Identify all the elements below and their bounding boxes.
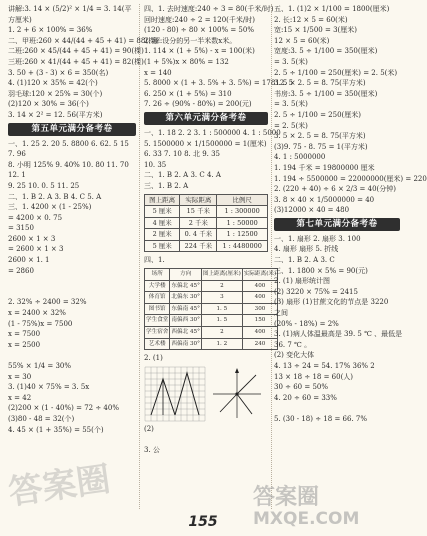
answer-line: 3. 14 × 2² = 12. 56(平方米) bbox=[8, 110, 103, 119]
answer-line: 2600 × 1 × 3 bbox=[8, 234, 56, 243]
answer-line: (1 + 5%)x × 80% = 132 bbox=[144, 57, 229, 66]
answer-line: (3)9. 75 - 8. 75 = 1(平方米) bbox=[274, 142, 368, 151]
col2.table_dir-cell: 西偏南 30° bbox=[170, 338, 201, 350]
answer-line: 二、甲班:260 × 44/(44 + 45 + 41) = 88(棵) bbox=[8, 36, 158, 45]
answer-line: 二、1. B 2. A 3. C 4. A bbox=[144, 171, 221, 180]
col2.table_scale-cell: 1 : 50000 bbox=[217, 217, 268, 229]
answer-line: 36. 7 ℃ 。 bbox=[274, 340, 312, 349]
answer-line: 3. (1)40 × 75% = 3. 5x bbox=[8, 383, 90, 392]
direction-map-figure bbox=[208, 366, 266, 422]
col2.table_dir-cell: 东偏南 45° bbox=[170, 303, 201, 315]
answer-line: 羽毛球:120 × 25% = 30(个) bbox=[8, 89, 103, 98]
answer-line: 一、1. 25 2. 20 5. 8800 6. 62. 5 15 bbox=[8, 139, 129, 148]
answer-line: 6. 33 7. 10 8. 北 9. 35 bbox=[144, 150, 221, 159]
answer-line: x = 42 bbox=[8, 393, 32, 402]
answer-line: 2. 解:设分的另一半米数x米。 bbox=[144, 36, 237, 45]
answer-line: 5. (30 - 18) ÷ 18 = 66. 7% bbox=[274, 414, 367, 423]
svg-text:MXQE.COM: MXQE.COM bbox=[253, 509, 360, 529]
answer-line: 三、1. B 2. A bbox=[144, 181, 189, 190]
col2.table_scale-row bbox=[145, 240, 268, 252]
answer-line: 4. 1 : 5000000 bbox=[274, 153, 326, 162]
answer-line: 3. 5 × 2. 5 = 8. 75(平方米) bbox=[274, 132, 366, 141]
col2.table_dir-row bbox=[145, 303, 278, 315]
answer-line: = 2860 bbox=[8, 266, 34, 275]
answer-line: 12. 1 bbox=[8, 171, 26, 180]
col2.table_scale-cell: 5 厘米 bbox=[145, 240, 180, 252]
answer-line: 二班:260 × 45/(44 + 45 + 41) = 90(棵) bbox=[8, 47, 144, 56]
answer-line: 2. 5 ÷ 1/100 = 250(厘米) = 2. 5(米) bbox=[274, 68, 398, 77]
answer-line: 四、1. bbox=[144, 256, 165, 265]
col2.table_dir-cell: 图书馆 bbox=[145, 303, 170, 315]
answer-line bbox=[8, 287, 136, 298]
answer-line: = 4200 × 0. 75 bbox=[8, 213, 63, 222]
answer-line: 5. 8000 × (1 + 3. 5% + 3. 5%) = 17812. 5 bbox=[144, 79, 294, 88]
col2.table_dir-cell: 东偏北 45° bbox=[170, 280, 201, 292]
answer-line: 30 ÷ 60 = 50% bbox=[274, 383, 329, 392]
answer-line: 一、1. 18 2. 2 3. 1 : 500000 4. 1 : 5000 bbox=[144, 128, 281, 137]
answer-line: 4. 扇形 扇形 5. 折线 bbox=[274, 245, 339, 254]
col2.table_scale-row bbox=[145, 206, 268, 218]
col2.table_dir-cell: 3 bbox=[201, 292, 242, 304]
answer-line: 5. 1500000 × 1/1500000 = 1(厘米) bbox=[144, 139, 267, 148]
col2.table_dir-cell: 400 bbox=[242, 280, 277, 292]
answer-line: (3) 扇形 (1)甘蔗文化的节点是 3220 bbox=[274, 298, 389, 307]
col2.table_dir-cell: 240 bbox=[242, 338, 277, 350]
col2.table_dir-cell: 2 bbox=[201, 280, 242, 292]
answer-line: x = 2500 bbox=[8, 340, 41, 349]
answer-line: 1. 194 ÷ 5500000 = 22000000(厘米) = 220 bbox=[274, 174, 427, 183]
section-banner: 第五单元满分备考卷 bbox=[8, 123, 136, 136]
answer-line: = 2. 5(米) bbox=[274, 121, 308, 130]
col2.table_scale-cell: 0. 4 千米 bbox=[180, 229, 217, 241]
col2.table_scale-cell: 1 : 300000 bbox=[217, 206, 268, 218]
answer-line: (2)120 × 30% = 36(个) bbox=[8, 100, 89, 109]
answer-line: 1. 2 + 6 × 100% = 36% bbox=[8, 26, 93, 35]
answer-line: 3. 50 + (3 - 3) × 6 = 350(名) bbox=[8, 68, 109, 77]
answer-line: = 3. 5(米) bbox=[274, 100, 308, 109]
col2.table_scale-cell: 224 千米 bbox=[180, 240, 217, 252]
col2.table_scale-row bbox=[145, 217, 268, 229]
answer-line: 三班:260 × 41/(44 + 45 + 41) = 82(棵) bbox=[8, 57, 144, 66]
answer-line: 回时速度:240 ÷ 2 = 120(千米/时) bbox=[144, 15, 255, 24]
answer-line: = 3. 5(米) bbox=[274, 57, 308, 66]
col2.table_dir-cell: 南偏西 30° bbox=[170, 315, 201, 327]
answer-line: 2. (220 + 40) ÷ 6 × 2/3 = 40(分钟) bbox=[274, 185, 396, 194]
col2.table_dir-cell: 150 bbox=[242, 315, 277, 327]
answer-line: 五、1. (1)2 × 1/100 = 1800(厘米) bbox=[274, 5, 390, 13]
answer-line: 1. 114 × (1 + 5%) - x = 100(米) bbox=[144, 47, 255, 56]
col2.table_scale-cell: 15 千米 bbox=[180, 206, 217, 218]
answer-line: 四、1. 去时速度:240 ÷ 3 = 80(千米/时) bbox=[144, 5, 274, 13]
col2.table_dir-cell: 西偏北 45° bbox=[170, 327, 201, 339]
page-number: 155 bbox=[188, 514, 218, 530]
col2.table_dir-cell: 艺术楼 bbox=[145, 338, 170, 350]
answer-line: (120 - 80) ÷ 80 × 100% = 50% bbox=[144, 26, 254, 35]
answer-line: 4. (1)120 × 35% = 42(个) bbox=[8, 79, 98, 88]
col2.table_dir-row bbox=[145, 327, 278, 339]
answer-line: (2) 3220 × 75% = 2415 bbox=[274, 287, 358, 296]
col2.table_dir-cell: 学生宿舍 bbox=[145, 327, 170, 339]
col2.table_dir bbox=[144, 268, 278, 350]
answer-line: 3. 公 bbox=[144, 446, 160, 454]
answer-line: (1 - 75%)x = 7500 bbox=[8, 319, 73, 328]
answer-line: 2. 5 ÷ 1/100 = 250(厘米) bbox=[274, 110, 361, 119]
answer-line: 4. 45 × (1 + 35%) = 55(个) bbox=[8, 425, 104, 434]
col2.table_dir-cell: 2 bbox=[201, 327, 242, 339]
answer-line: 宽度:3. 5 ÷ 1/100 = 350(厘米) bbox=[274, 47, 378, 56]
col2.table_dir-cell: 北偏东 30° bbox=[170, 292, 201, 304]
answer-line: (3)80 - 48 = 32(个) bbox=[8, 414, 75, 423]
answer-line: 3. 8 × 40 × 1/5000000 = 40 bbox=[274, 195, 375, 204]
answer-line: 10. 35 bbox=[144, 160, 167, 169]
grid-drawing-figure bbox=[144, 366, 206, 422]
answer-line: 13 × 18 ÷ 18 = 60(人) bbox=[274, 372, 354, 381]
col2.table_scale-row bbox=[145, 229, 268, 241]
col2.table_dir-row bbox=[145, 280, 278, 292]
answer-line: x = 7500 bbox=[8, 330, 41, 339]
answer-line: (2) bbox=[144, 424, 154, 433]
svg-text:答案圈: 答案圈 bbox=[253, 485, 320, 510]
answer-column-right bbox=[274, 4, 427, 509]
col2.table_scale-header-cell: 比例尺 bbox=[217, 194, 268, 206]
answer-line: 8. 小明 125% 9. 40% 10. 80 11. 70 bbox=[8, 160, 129, 169]
col2.table_scale-cell: 1 : 12500 bbox=[217, 229, 268, 241]
answer-line: 55% × 1/4 = 30% bbox=[8, 362, 72, 370]
col2.table_scale bbox=[144, 194, 268, 253]
answer-line: x = 2400 × 32% bbox=[8, 309, 66, 318]
col2.table_scale-header-row bbox=[145, 194, 268, 206]
col2.table_scale-cell: 1 : 4480000 bbox=[217, 240, 268, 252]
answer-line bbox=[8, 276, 136, 287]
col2.table_dir-header-cell: 方向 bbox=[170, 269, 201, 281]
col2.table_dir-cell: 400 bbox=[242, 327, 277, 339]
col2.table_dir-header-cell: 实际距离(米) bbox=[242, 269, 277, 281]
answer-line: x = 140 bbox=[144, 68, 172, 77]
answer-line: 书房:3. 5 ÷ 1/100 = 350(厘米) bbox=[274, 89, 378, 98]
answer-line: (2)200 × (1 - 40%) = 72 ÷ 40% bbox=[8, 404, 119, 413]
answer-line: 2. 长:12 × 5 = 60(米) bbox=[274, 15, 348, 24]
col2.table_dir-cell: 1. 2 bbox=[201, 338, 242, 350]
col2.table_dir-cell: 1. 5 bbox=[201, 315, 242, 327]
answer-line: 12 × 5 = 60(米) bbox=[274, 36, 330, 45]
answer-line: 一、1. 扇形 2. 扇形 3. 100 bbox=[274, 234, 361, 243]
answer-line bbox=[274, 403, 400, 414]
answer-line: (20% - 18%) = 2% bbox=[274, 319, 339, 328]
answer-line: 2. (1) bbox=[144, 354, 163, 363]
answer-line: 方厘米) bbox=[8, 15, 32, 24]
answer-line: 之间 bbox=[274, 309, 288, 318]
col2.table_dir-header-row bbox=[145, 269, 278, 281]
col2.table_scale-cell: 2 厘米 bbox=[145, 229, 180, 241]
watermark-logo bbox=[249, 478, 399, 528]
answer-line: 讲解:3. 14 × (5/2)² × 1/4 = 3. 14(平 bbox=[8, 5, 132, 13]
col2.table_scale-cell: 2 千米 bbox=[180, 217, 217, 229]
answer-line: 2. 32% ÷ 2400 = 32% bbox=[8, 298, 87, 307]
col2.table_scale-header-cell: 图上距离 bbox=[145, 194, 180, 206]
answer-line: 宽:15 × 1/500 = 3(厘米) bbox=[274, 26, 357, 35]
answer-line bbox=[144, 466, 268, 477]
col2.table_dir-cell: 300 bbox=[242, 303, 277, 315]
answer-line bbox=[144, 456, 268, 467]
section-banner: 第七单元满分备考卷 bbox=[274, 218, 400, 231]
answer-line: 3. (1)病人体温最高是 39. 5 ℃ 、最低是 bbox=[274, 330, 403, 339]
answer-line: 1. 194 千米 = 19800000 厘米 bbox=[274, 163, 375, 172]
answer-line: 7. 96 bbox=[8, 150, 26, 159]
answer-line bbox=[8, 350, 136, 361]
col2.table_dir-cell: 大学楼 bbox=[145, 280, 170, 292]
answer-line: 6. 250 × (1 + 5%) = 310 bbox=[144, 89, 232, 98]
answer-line: 三、1. 4200 × (1 - 25%) bbox=[8, 203, 92, 212]
answer-line: = 2600 × 1 × 3 bbox=[8, 245, 64, 254]
col2.table_scale-header-cell: 实际距离 bbox=[180, 194, 217, 206]
col2.table_dir-cell: 1. 5 bbox=[201, 303, 242, 315]
svg-text:答案圈: 答案圈 bbox=[6, 459, 113, 513]
answer-line bbox=[144, 434, 268, 445]
col2.table_dir-cell: 学生食堂 bbox=[145, 315, 170, 327]
answer-line: 三、1. 1800 × 5% = 90(元) bbox=[274, 266, 368, 275]
geometry-figures bbox=[144, 366, 268, 422]
answer-line: (3)12000 × 40 = 480 bbox=[274, 206, 350, 215]
answer-line: 7. 26 ÷ (90% - 80%) = 200(元) bbox=[144, 100, 252, 109]
answer-line: (2) 变化大体 bbox=[274, 351, 315, 360]
col2.table_scale-cell: 4 厘米 bbox=[145, 217, 180, 229]
col2.table_dir-row bbox=[145, 338, 278, 350]
answer-line: 9. 25 10. 0. 5 11. 25 bbox=[8, 181, 80, 190]
col2.table_dir-row bbox=[145, 292, 278, 304]
answer-line: 二、1. B 2. A 3. B 4. C 5. A bbox=[8, 192, 102, 201]
answer-line: 2600 × 1. 1 bbox=[8, 256, 50, 265]
col2.table_dir-header-cell: 图上距离(厘米) bbox=[201, 269, 242, 281]
col2.table_scale-cell: 5 厘米 bbox=[145, 206, 180, 218]
col2.table_dir-header-cell: 场所 bbox=[145, 269, 170, 281]
answer-line: 4. 13 ÷ 24 = 54. 17% 36% 2 bbox=[274, 362, 375, 370]
answer-line: 3. 5 × 2. 5 = 8. 75(平方米) bbox=[274, 79, 366, 88]
col2.table_dir-cell: 体育馆 bbox=[145, 292, 170, 304]
answer-line: x = 30 bbox=[8, 372, 32, 381]
answer-line: 4. 20 ÷ 60 = 33% bbox=[274, 393, 337, 402]
answer-line bbox=[274, 425, 400, 436]
col2.table_dir-row bbox=[145, 315, 278, 327]
col2.table_dir-cell: 400 bbox=[242, 292, 277, 304]
answer-line: = 3150 bbox=[8, 224, 34, 233]
section-banner: 第六单元满分备考卷 bbox=[144, 112, 268, 125]
answer-line: 2. (1) 扇形统计图 bbox=[274, 277, 331, 286]
column-divider-1 bbox=[139, 4, 140, 509]
answer-line: 二、1. B 2. A 3. C bbox=[274, 256, 335, 265]
